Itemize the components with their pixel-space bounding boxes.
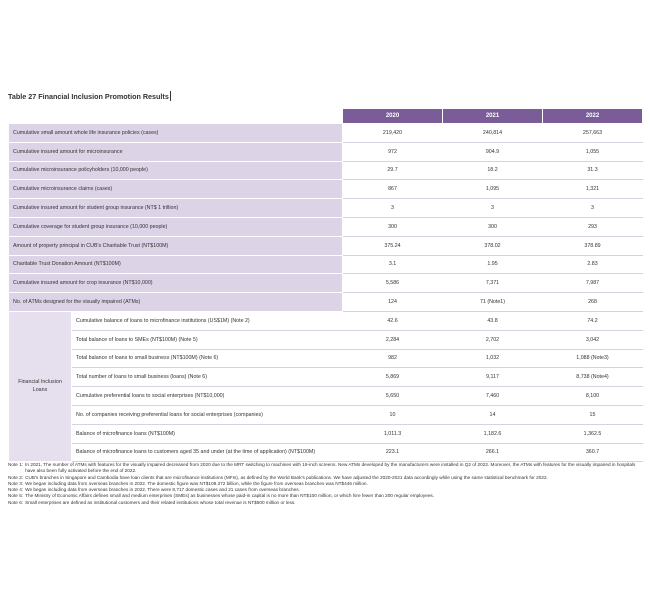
row-label: Cumulative small amount whole life insurance policies (cases)	[9, 124, 343, 143]
value-cell: 1.95	[443, 255, 543, 274]
value-cell: 1,321	[543, 180, 643, 199]
footnote-text: In 2021, The number of ATMs with features for the visually impaired decreased from 2020 due to the MRT switching to machines with 19-inch screens. New ATMs developed by the manufacturers were installed in Q2 of 2022. Moreover, the ATMs with features for the visually impaired in hospitals have also been fully activated before the end of 2022.	[25, 462, 636, 474]
value-cell: 219,420	[343, 124, 443, 143]
value-cell: 14	[443, 405, 543, 424]
value-cell: 2.83	[543, 255, 643, 274]
value-cell: 43.8	[443, 311, 543, 330]
row-label: Balance of microfinance loans to customers aged 35 and under (at the time of application) (NT$100M)	[72, 443, 343, 462]
table-title: Table 27 Financial Inclusion Promotion Results	[8, 92, 169, 101]
footnote-key: Note 3:	[8, 480, 24, 486]
table-row	[9, 124, 643, 143]
value-cell: 268	[543, 293, 643, 312]
value-cell: 71 (Note1)	[443, 293, 543, 312]
table-row	[9, 274, 643, 293]
row-label: No. of ATMs designed for the visually impaired (ATMs)	[9, 293, 343, 312]
value-cell: 3	[443, 199, 543, 218]
header-row	[9, 109, 643, 124]
table-row	[9, 387, 643, 406]
table-row	[9, 217, 643, 236]
value-cell: 18.2	[443, 161, 543, 180]
footnote	[8, 500, 644, 506]
value-cell: 74.2	[543, 311, 643, 330]
value-cell: 7,371	[443, 274, 543, 293]
footnote-text: We began including data from overseas branches in 2022. The domestic figure was NT$108.372 billion, while the figure from overseas branches was NT$446 million.	[25, 480, 368, 486]
value-cell: 375.24	[343, 236, 443, 255]
row-label: Charitable Trust Donation Amount (NT$100M)	[9, 255, 343, 274]
value-cell: 5,650	[343, 387, 443, 406]
value-cell: 9,117	[443, 368, 543, 387]
table-row	[9, 236, 643, 255]
value-cell: 124	[343, 293, 443, 312]
footnote-text: Small enterprises are defined as institutional customers and their related institutions whose total revenue is NT$500 million or less.	[25, 499, 296, 505]
row-label: Cumulative preferential loans to social enterprises (NT$10,000)	[72, 387, 343, 406]
row-label: Cumulative insured amount for microinsurance	[9, 142, 343, 161]
value-cell: 7,987	[543, 274, 643, 293]
row-label: Cumulative microinsurance claims (cases)	[9, 180, 343, 199]
value-cell: 3	[543, 199, 643, 218]
table-row	[9, 443, 643, 462]
text-cursor	[170, 91, 171, 101]
footnote-key: Note 4:	[8, 487, 24, 493]
value-cell: 972	[343, 142, 443, 161]
value-cell: 3.1	[343, 255, 443, 274]
value-cell: 378.89	[543, 236, 643, 255]
footnote-key: Note 5:	[8, 493, 24, 499]
value-cell: 300	[443, 217, 543, 236]
row-label: Total number of loans to small business (loans) (Note 6)	[72, 368, 343, 387]
value-cell: 1,095	[443, 180, 543, 199]
financial-inclusion-table	[8, 108, 643, 462]
row-label: Balance of microfinance loans (NT$100M)	[72, 424, 343, 443]
value-cell: 1,182.6	[443, 424, 543, 443]
table-row	[9, 142, 643, 161]
value-cell: 5,869	[343, 368, 443, 387]
row-label: Cumulative insured amount for crop insurance (NT$10,000)	[9, 274, 343, 293]
table-row	[9, 330, 643, 349]
row-label: Total balance of loans to small business (NT$100M) (Note 6)	[72, 349, 343, 368]
footnote-text: CUB's branches in Singapore and Cambodia have loan clients that are microfinance institutions (MFIs), as defined by the World Bank's publications. We have adjusted the 2020-2021 data accordingly while using the same statistical benchmark for 2022.	[25, 474, 548, 480]
value-cell: 1,032	[443, 349, 543, 368]
value-cell: 293	[543, 217, 643, 236]
value-cell: 257,663	[543, 124, 643, 143]
value-cell: 867	[343, 180, 443, 199]
value-cell: 31.3	[543, 161, 643, 180]
value-cell: 223.1	[343, 443, 443, 462]
value-cell: 2,284	[343, 330, 443, 349]
footnote-key: Note 6:	[8, 499, 24, 505]
value-cell: 982	[343, 349, 443, 368]
column-header-2021: 2021	[443, 109, 543, 124]
value-cell: 300	[343, 217, 443, 236]
value-cell: 1,088 (Note3)	[543, 349, 643, 368]
value-cell: 1,055	[543, 142, 643, 161]
table-row	[9, 349, 643, 368]
value-cell: 3	[343, 199, 443, 218]
footnotes	[8, 462, 644, 506]
value-cell: 29.7	[343, 161, 443, 180]
value-cell: 3,042	[543, 330, 643, 349]
value-cell: 5,586	[343, 274, 443, 293]
row-label: Cumulative microinsurance policyholders (10,000 people)	[9, 161, 343, 180]
table-row	[9, 405, 643, 424]
value-cell: 904.9	[443, 142, 543, 161]
table-row	[9, 161, 643, 180]
row-label: Total balance of loans to SMEs (NT$100M) (Note 5)	[72, 330, 343, 349]
table-row	[9, 311, 643, 330]
value-cell: 2,702	[443, 330, 543, 349]
table-row	[9, 424, 643, 443]
group-label-financial-inclusion-loans	[9, 311, 72, 461]
value-cell: 360.7	[543, 443, 643, 462]
column-header-2022: 2022	[543, 109, 643, 124]
table-row	[9, 180, 643, 199]
table-row	[9, 368, 643, 387]
column-header-2020: 2020	[343, 109, 443, 124]
value-cell: 7,460	[443, 387, 543, 406]
row-label: Cumulative balance of loans to microfinance institutions (US$1M) (Note 2)	[72, 311, 343, 330]
table-row	[9, 255, 643, 274]
value-cell: 8,738 (Note4)	[543, 368, 643, 387]
header-blank-cell	[9, 109, 343, 124]
value-cell: 10	[343, 405, 443, 424]
table-body	[9, 124, 643, 462]
value-cell: 378.02	[443, 236, 543, 255]
row-label: Cumulative insured amount for student group insurance (NT$ 1 trillion)	[9, 199, 343, 218]
value-cell: 42.6	[343, 311, 443, 330]
value-cell: 1,011.3	[343, 424, 443, 443]
value-cell: 266.1	[443, 443, 543, 462]
group-label-line1: Financial Inclusion	[18, 379, 62, 386]
table-row	[9, 293, 643, 312]
footnote-text: We began including data from overseas branches in 2022. There were 8,717 domestic cases and 21 cases from overseas branches.	[25, 487, 300, 493]
group-label-line2: Loans	[32, 386, 48, 393]
footnote	[8, 462, 644, 475]
footnote-key: Note 2:	[8, 474, 24, 480]
value-cell: 8,100	[543, 387, 643, 406]
value-cell: 240,814	[443, 124, 543, 143]
footnote-text: The Ministry of Economic Affairs defines small and medium enterprises (SMEs) as businesses whose paid-in capital is no more than NT$100 million, or which hire fewer than 200 regular employees.	[25, 493, 435, 499]
row-label: Cumulative coverage for student group insurance (10,000 people)	[9, 217, 343, 236]
table-row	[9, 199, 643, 218]
row-label: No. of companies receiving preferential loans for social enterprises (companies)	[72, 405, 343, 424]
footnote-key: Note 1:	[8, 462, 24, 467]
row-label: Amount of property principal in CUB's Charitable Trust (NT$100M)	[9, 236, 343, 255]
value-cell: 1,362.5	[543, 424, 643, 443]
value-cell: 15	[543, 405, 643, 424]
